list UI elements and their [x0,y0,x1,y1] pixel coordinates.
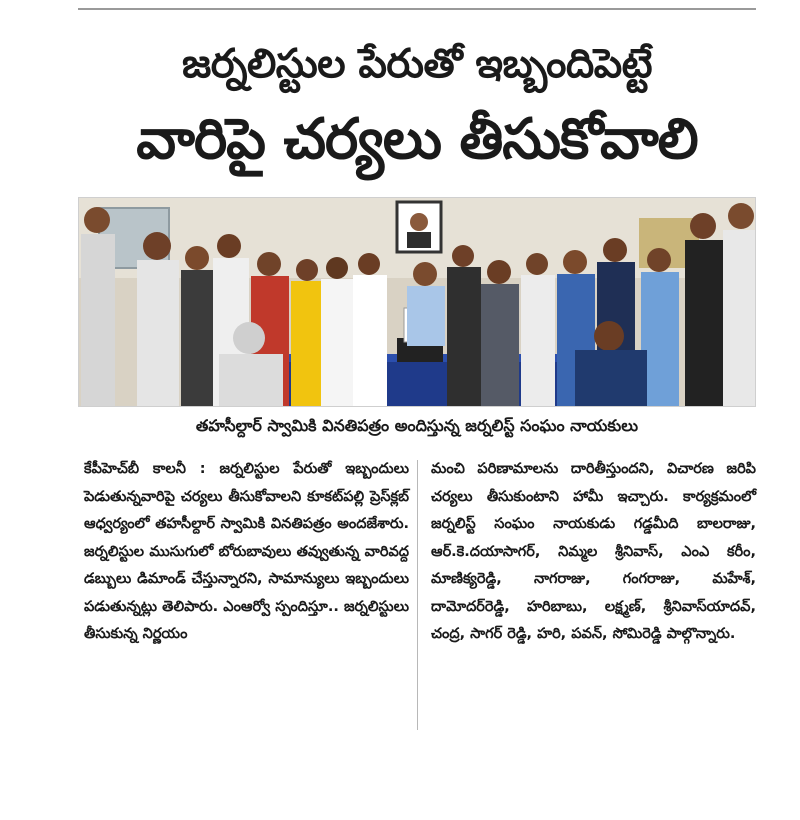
headline-line-2: వారిపై చర్యలు తీసుకోవాలి [136,107,698,172]
photo-caption: తహసీల్దార్ స్వామికి వినతిపత్రం అందిస్తున్న జర్నలిస్ట్ సంఘం నాయకులు [195,416,639,435]
column-divider [417,460,418,730]
news-photo [78,197,756,407]
article-body-right-column: మంచి పరిణామాలను దారితీస్తుందని, విచారణ జరిపి చర్యలు తీసుకుంటాని హామీ ఇచ్చారు. కార్యక్రమంలో జర్నలిస్ట్ సంఘం నాయకుడు గడ్డమీది బాలరాజు, ఆర్.కె.దయాసాగర్, నిమ్మల శ్రీనివాస్, ఎంఎ కరీం, మాణిక్యరెడ్డి, నాగరాజు, గంగరాజు, మహేశ్, దామోదర్‌రెడ్డి, హరిబాబు, లక్ష్మణ్, శ్రీనివాస్‌యాదవ్, చంద్ర, సాగర్ రెడ్డి, హరి, పవన్, సోమిరెడ్డి పాల్గొన్నారు. [431,461,756,642]
top-rule [78,8,756,10]
headline-line-1: జర్నలిస్టుల పేరుతో ఇబ్బందిపెట్టే [181,41,653,87]
news-photo-illustration [79,198,756,407]
article-body-left-column: కేపీహెచ్‌బీ కాలనీ : జర్నలిస్టుల పేరుతో ఇబ్బందులు పెడుతున్నవారిపై చర్యలు తీసుకోవాలని కూకట్‌పల్లి ప్రెస్‌క్లబ్ ఆధ్వర్యంలో తహసీల్దార్ స్వామికి వినతిపత్రం అందజేశారు. జర్నలిస్టుల ముసుగులో బోరుబావులు తవ్వుతున్న వారివద్ద డబ్బులు డిమాండ్ చేస్తున్నారని, సామాన్యులు ఇబ్బందులు పడుతున్నట్లు తెలిపారు. ఎంఆర్వో స్పందిస్తూ.. జర్నలిస్టులు తీసుకున్న నిర్ణయం [84,461,409,642]
